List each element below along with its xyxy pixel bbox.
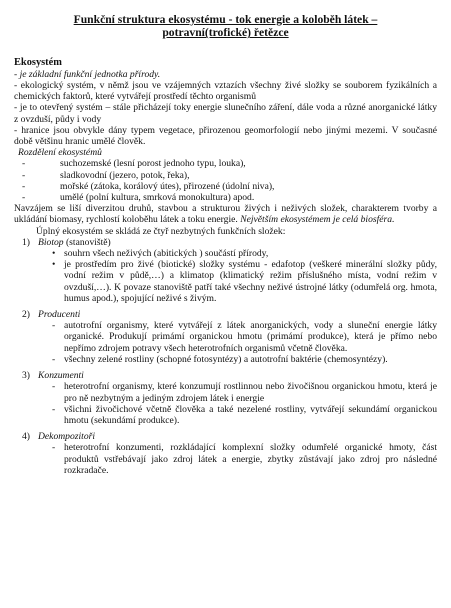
list-item: - heterotrofní konzumenti, rozkládající komplexní složky odumřelé organické hmoty, část produktů vstřebávají jako zdroj látek a energie, zbytky zůstávají jako zdroj pro následné rozkradače. (14, 442, 437, 476)
list-item: - mořské (zátoka, korálový útes), přirozené (údolní niva), (14, 181, 437, 192)
list-item: • souhrn všech neživých (abitických ) součástí přírody, (14, 248, 437, 259)
component-heading: 2) Producenti (22, 309, 81, 321)
list-item: - sladkovodní (jezero, potok, řeka), (14, 170, 437, 181)
component-heading: 3) Konzumenti (22, 370, 84, 382)
page-title (14, 13, 437, 40)
list-item: - všichni živočichové včetně člověka a také nezelené rostliny, vytvářejí sekundámí organickou hmotu (sekundámí produkce). (14, 404, 437, 426)
paragraph-open-system: - je to otevřený systém – stále přicházejí toky energie slunečního záření, dále voda a různé anorganické látky z ovzduší, půdy i vody (14, 102, 437, 125)
paragraph-components-intro: Úplný ekosystém se skládá ze čtyř nezbytných funkčních složek: (36, 225, 286, 237)
component-list (14, 442, 437, 476)
component-list (14, 381, 437, 426)
section-heading-ekosystem: Ekosystém (14, 56, 62, 68)
paragraph-boundaries: - hranice jsou obvykle dány typem vegetace, přirozenou geomorfologií nebo jinými mezemi. V současné době většinu hranic umělé člověk. (14, 124, 437, 148)
component-list (14, 320, 437, 365)
paragraph-differences: Navzájem se liší diverzitou druhů, stavbou a strukturou živých i neživých složek, charakterem tvorby a ukládání biomasy, rychlostí koloběhu látek a toku energie. Největším ekosystémem je celá biosféra. (14, 203, 437, 226)
list-item: - heterotrofní organismy, které konzumují rostlinnou nebo živočišnou organickou hmotu, která je pro ně nezbytným a jediným zdrojem látek i energie (14, 381, 437, 403)
list-item: - suchozemské (lesní porost jednoho typu, louka), (14, 158, 437, 169)
title-line-1: Funkční struktura ekosystému - tok energie a koloběh látek – (73, 13, 378, 26)
title-line-2: potravní(trofické) řetězce (162, 26, 289, 40)
division-label: Rozdělení ekosystémů (18, 147, 102, 159)
paragraph-system: - ekologický systém, v němž jsou ve vzájemných vztazích všechny živé složky se souborem fyzikálních a chemických faktorů, které vytvářejí prostředí těchto organismů (14, 80, 437, 103)
paragraph-definition: - je základní funkční jednotka přírody. (14, 68, 161, 80)
list-item: - umělé (polní kultura, smrková monokultura) apod. (14, 192, 437, 203)
list-item: - autotrofní organismy, které vytvářejí z látek anorganických, vody a sluneční energie látky organické. Produkují primámí organickou hmotu (primámí produkce), která je přímo nebo nepřímo zdrojem potravy všech heterotrofních organismů včetně člověka. (14, 320, 437, 354)
division-list (14, 158, 437, 203)
component-heading: 4) Dekompozitoři (22, 431, 96, 443)
list-item: • je prostředím pro živé (biotické) složky systému - edafotop (veškeré minerální složky půdy, vodní režim v půdě,…) a klimatop (klimatický režim příslušného místa, vodní režim v ovzduší,…). K povaze stanoviště patří také všechny neživé ústrojné látky (odumřelá org. hmota, humus apod.), spojující neživé s živým. (14, 259, 437, 304)
biosphere-note: Největším ekosystémem je celá biosféra. (240, 214, 395, 226)
component-list (14, 248, 437, 304)
list-item: - všechny zelené rostliny (schopné fotosyntézy) a autotrofní baktérie (chemosyntézy). (14, 354, 437, 365)
component-heading: 1) Biotop (stanoviště) (22, 236, 111, 248)
